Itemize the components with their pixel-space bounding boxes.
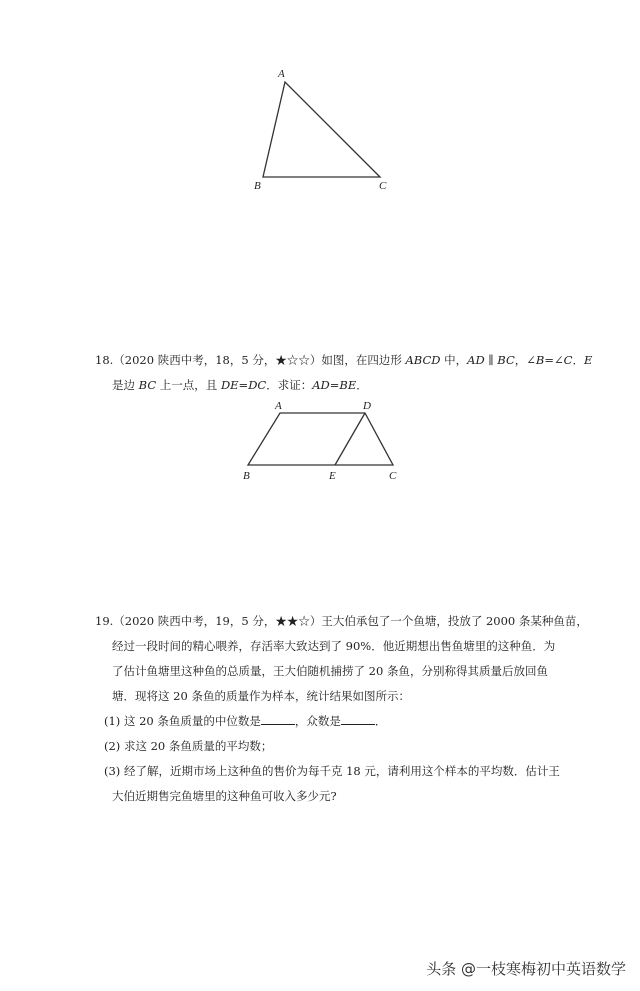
q19-sub3-line2: 大伯近期售完鱼塘里的这种鱼可收入多少元? xyxy=(112,789,337,803)
q19-line3: 了估计鱼塘里这种鱼的总质量，王大伯随机捕捞了 20 条鱼，分别称得其质量后放回鱼 xyxy=(112,664,548,678)
label-c: C xyxy=(379,180,387,192)
q19-line2: 经过一段时间的精心喂养，存活率大致达到了 90%．他近期想出售鱼塘里的这种鱼．为 xyxy=(112,639,556,653)
q19-line1: 19.（2020 陕西中考，19，5 分，★★☆）王大伯承包了一个鱼塘，投放了 2000 条某种鱼苗， xyxy=(95,614,588,628)
label-b: B xyxy=(243,470,250,482)
label-d: D xyxy=(363,400,371,412)
label-b: B xyxy=(254,180,261,192)
segment-de xyxy=(335,413,365,465)
triangle-figure xyxy=(240,60,400,195)
label-a: A xyxy=(278,68,285,80)
q19-sub3-line1: (3) 经了解，近期市场上这种鱼的售价为每千克 18 元，请利用这个样本的平均数．估计王 xyxy=(104,764,560,778)
source-watermark xyxy=(426,958,626,979)
q19-sub2: (2) 求这 20 条鱼质量的平均数； xyxy=(104,739,273,753)
difficulty-stars: ★☆☆ xyxy=(275,353,310,367)
median-blank xyxy=(261,713,295,725)
quadrilateral-abcd xyxy=(248,413,393,465)
label-c: C xyxy=(389,470,397,482)
q18-line2: 是边 BC 上一点，且 DE=DC．求证：AD=BE． xyxy=(112,378,368,392)
quadrilateral-figure xyxy=(235,398,410,488)
q19-line4: 塘．现将这 20 条鱼的质量作为样本，统计结果如图所示： xyxy=(112,689,410,703)
mode-blank xyxy=(341,713,375,725)
account-name: @一枝寒梅初中英语数学 xyxy=(460,960,626,978)
label-a: A xyxy=(275,400,282,412)
q18-line1: 18.（2020 陕西中考，18，5 分，★☆☆）如图，在四边形 ABCD 中，AD ∥ BC，∠B=∠C．E xyxy=(95,353,593,367)
q19-sub1: (1) 这 20 条鱼质量的中位数是 ，众数是 ． xyxy=(104,714,387,728)
label-e: E xyxy=(329,470,336,482)
triangle-abc xyxy=(263,82,380,177)
platform-name: 头条 xyxy=(426,960,457,978)
